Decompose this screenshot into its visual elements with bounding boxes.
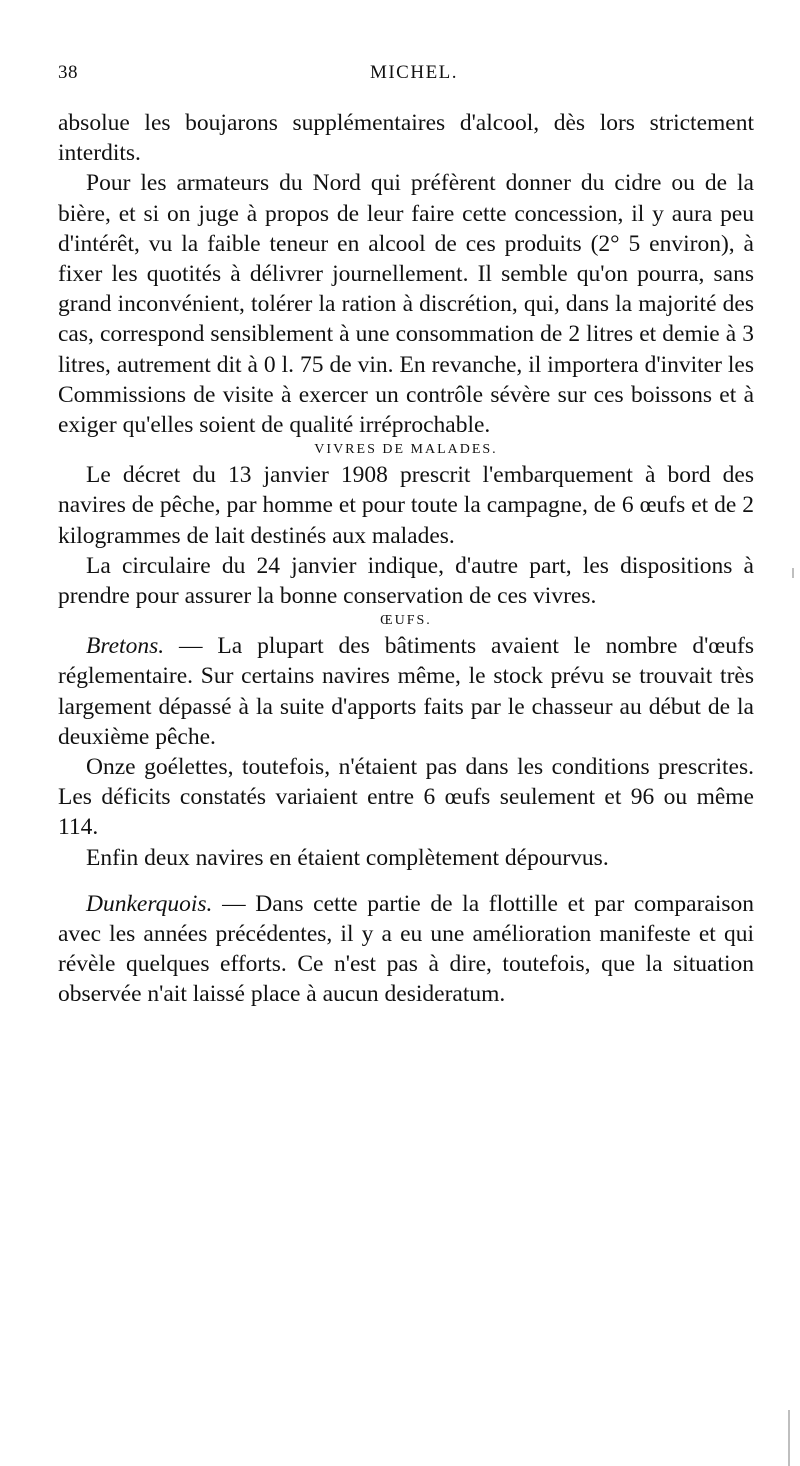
run-in-heading: Dunkerquois. (86, 890, 213, 917)
page-header (58, 62, 770, 92)
section-heading-vivres: VIVRES DE MALADES. (314, 442, 498, 458)
paragraph: absolue les boujarons supplémentaires d'alcool, dès lors strictement interdits. (58, 110, 754, 167)
run-in-heading: Bretons. (86, 633, 165, 660)
running-head: MICHEL. (369, 62, 459, 83)
paragraph-text: — La plupart des bâtiments avaient le nombre d'œufs réglementaire. Sur certains navires même, le stock prévu se trouvait très largement dépassé à la suite d'apports faits par le chasseur au début de la deuxième pêche. (58, 633, 754, 750)
paragraph: La circulaire du 24 janvier indique, d'autre part, les dispositions à prendre pour assurer la bonne conservation de ces vivres. (58, 552, 754, 610)
paragraph-text: — Dans cette partie de la flottille et par comparaison avec les années précédentes, il y a eu une amélioration manifeste et qui révèle quelques efforts. Ce n'est pas à dire, toutefois, que la situation observée n'ait laissé place à aucun desideratum. (58, 890, 754, 1008)
body-text (58, 108, 754, 1010)
section-heading-oeufs: ŒUFS. (380, 613, 432, 629)
scan-artifact-line (788, 1410, 790, 1466)
paragraph (58, 889, 754, 1010)
page-number: 38 (58, 62, 78, 83)
paragraph (58, 631, 754, 752)
paragraph: Pour les armateurs du Nord qui préfèrent donner du cidre ou de la bière, et si on juge à propos de leur faire cette concession, il y aura peu d'intérêt, vu la faible teneur en alcool de ces produits (2° 5 environ), à fixer les quotités à délivrer journellement. Il semble qu'on pourra, sans grand inconvénient, tolérer la ration à discrétion, qui, dans la majorité des cas, correspond sensiblement à une consommation de 2 litres et demie à 3 litres, autrement dit à 0 l. 75 de vin. En revanche, il importera d'inviter les Commissions de visite à exercer un contrôle sévère sur ces boissons et à exiger qu'elles soient de qualité irréprochable. (58, 170, 754, 439)
paragraph: Onze goélettes, toutefois, n'étaient pas dans les conditions prescrites. Les déficits constatés variaient entre 6 œufs seulement et 96 ou même 114. (58, 754, 754, 841)
paragraph: Enfin deux navires en étaient complètement dépourvus. (86, 844, 609, 871)
paragraph: Le décret du 13 janvier 1908 prescrit l'embarquement à bord des navires de pêche, par homme et pour toute la campagne, de 6 œufs et de 2 kilogrammes de lait destinés aux malades. (58, 462, 754, 549)
scan-artifact-mark (792, 568, 794, 578)
